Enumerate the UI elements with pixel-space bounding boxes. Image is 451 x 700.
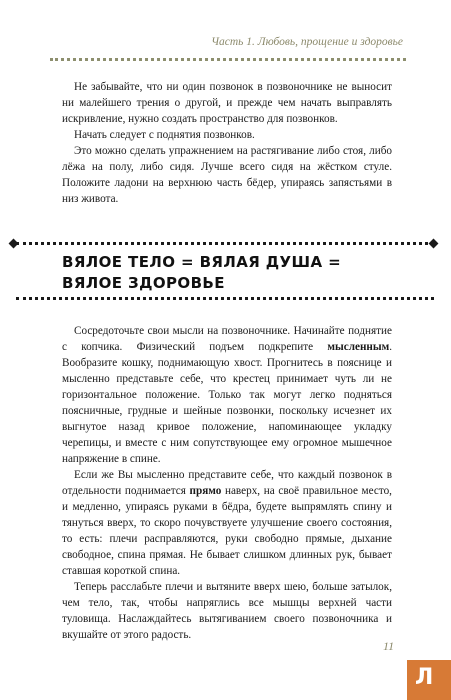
bold-word: мысленным: [327, 341, 390, 353]
header-dotted-rule: [50, 58, 406, 61]
paragraph: Это можно сделать упражнением на растягивание либо стоя, либо лёжа на полу, либо сидя. Лучше всего сидя на жёстком стуле. Положите ладони на верхнюю часть бёдер, упираясь запястьями в низ живота.: [62, 145, 392, 205]
publisher-logo: [407, 660, 451, 700]
running-head: Часть 1. Любовь, прощение и здоровье: [211, 36, 403, 48]
section-dotted-rule-bottom: [16, 297, 434, 300]
paragraph: [62, 467, 392, 579]
page-number: 11: [383, 639, 395, 653]
section-dotted-rule-top: [16, 242, 434, 245]
text-block-main: [62, 323, 392, 643]
text-run: наверх, на своё правильное место, и медленно, упираясь руками в бёдра, будете выпрямлять спину и тянуться вверх, то скоро почувствуете улучшение своего состояния, то есть: плечи расправляются, руки свободно прямые, дыхание свободное, спина прямая. Не бывает слишком длинных рук, бывает ставшая короткой спина.: [62, 485, 392, 577]
text-run: Сосредоточьте свои мысли на позвоночнике. Начинайте поднятие с копчика. Физический подъем подкрепите: [62, 325, 392, 353]
logo-letter: Л: [415, 665, 434, 690]
text-run: Если же Вы мысленно представите себе, что каждый позвонок в отдельности поднимается: [62, 469, 392, 497]
paragraph: Теперь расслабьте плечи и вытяните вверх шею, больше затылок, чем тело, так, чтобы напряглись все мышцы верхней части туловища. Наслаждайтесь вытягиванием своего позвоночника и вкушайте от этого радость.: [62, 581, 392, 641]
paragraph: Не забывайте, что ни один позвонок в позвоночнике не выносит ни малейшего трения о другой, и прежде чем начать выправлять искривление, нужно создать пространство для позвонков.: [62, 81, 392, 125]
paragraph: [62, 323, 392, 467]
text-run: . Вообразите кошку, поднимающую хвост. Прогнитесь в пояснице и мысленно представьте себе, что крестец принимает чуть ли не горизонтальное положение. Только так могут легко подняться поясничные, грудные и шейные позвонки, поскольку исчезнет их выгнутое назад кривое положение, напоминающее укладку черепицы, и вместе с ним сопутствующее ему огромное мышечное напряжение в спине.: [62, 341, 392, 465]
paragraph: Начать следует с поднятия позвонков.: [74, 129, 255, 141]
section-heading: ВЯЛОЕ ТЕЛО = ВЯЛАЯ ДУША = ВЯЛОЕ ЗДОРОВЬЕ: [62, 253, 342, 292]
text-block-intro: [62, 79, 392, 207]
section-diamond-ornament-right: [429, 239, 439, 249]
bold-word: прямо: [189, 485, 222, 497]
